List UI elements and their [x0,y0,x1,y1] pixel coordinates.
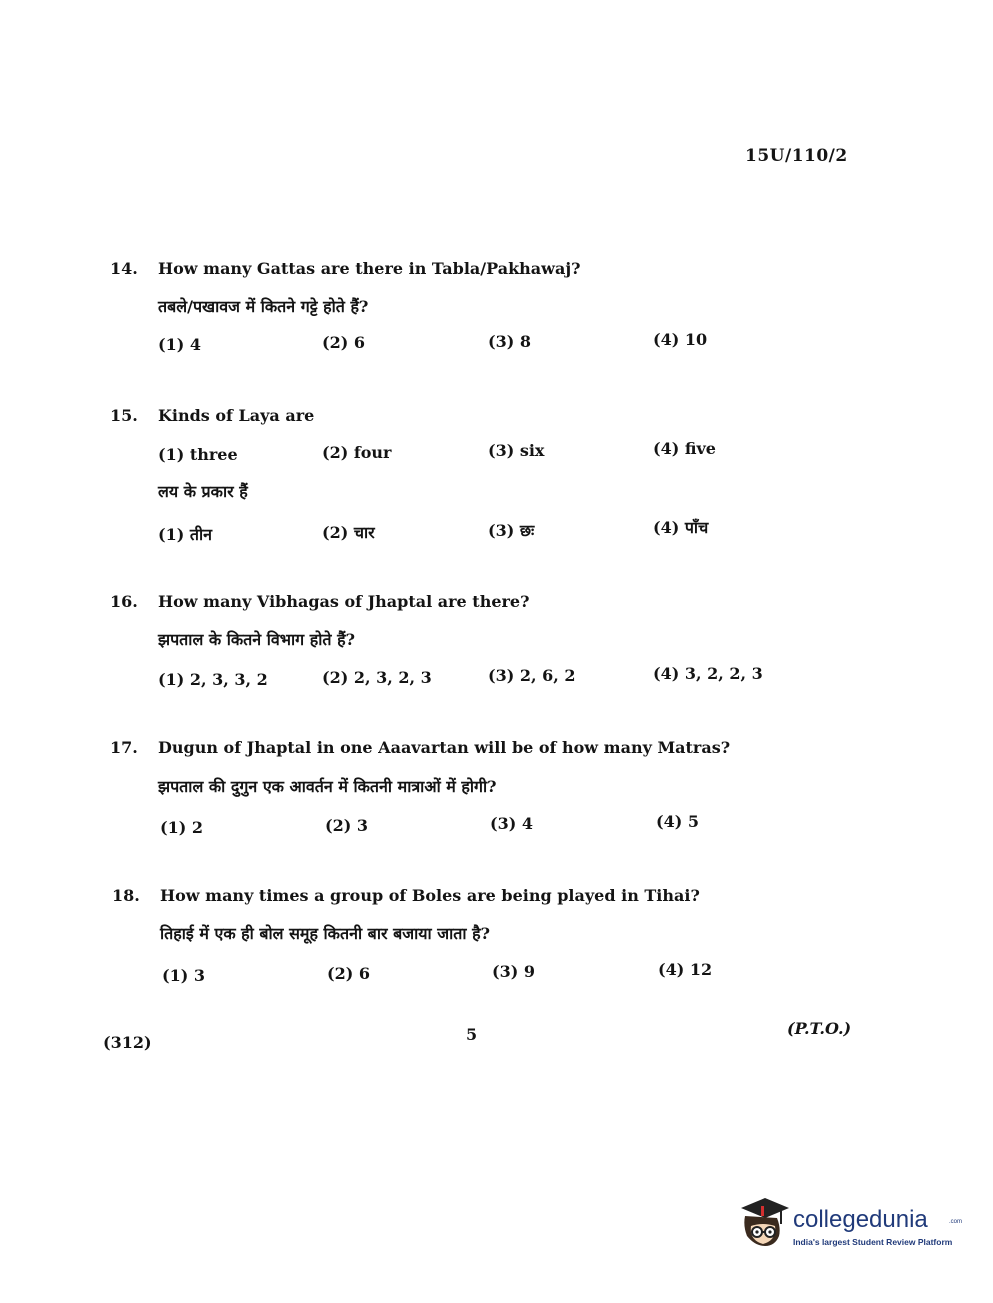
option-1: (1) 2, 3, 3, 2 [158,670,268,689]
option-4: (4) 12 [658,960,713,979]
question-number: 17. [110,738,138,757]
option-1: (1) 4 [158,335,201,354]
question-17 [110,738,830,838]
question-text-english: Kinds of Laya are [158,406,315,425]
option-2: (2) 3 [325,816,368,835]
question-text-hindi: झपताल की दुगुन एक आवर्तन में कितनी मात्राओं में होगी? [158,777,497,796]
option-en-4: (4) five [653,439,716,458]
question-text-english: How many Gattas are there in Tabla/Pakhawaj? [158,259,581,278]
question-text-hindi: तबले/पखावज में कितने गट्टे होते हैं? [158,297,369,316]
option-en-1: (1) three [158,445,238,464]
question-text-english: Dugun of Jhaptal in one Aaavartan will be of how many Matras? [158,738,731,757]
pto-label: (P.T.O.) [787,1019,852,1038]
logo-suffix: .com [949,1219,963,1225]
question-18 [112,886,832,986]
question-text-hindi: लय के प्रकार हैं [158,482,248,501]
option-3: (3) छः [488,521,535,540]
option-1: (1) तीन [158,525,212,544]
paper-code-header: 15U/110/2 [745,146,848,166]
student-mascot-icon [735,1196,791,1256]
question-text-english: How many times a group of Boles are being played in Tihai? [160,886,700,905]
page-number: 5 [466,1025,478,1044]
option-2: (2) 6 [322,333,365,352]
option-en-3: (3) six [488,441,545,460]
option-3: (3) 8 [488,332,531,351]
option-3: (3) 2, 6, 2 [488,666,576,685]
option-2: (2) 2, 3, 2, 3 [322,668,432,687]
option-1: (1) 3 [162,966,205,985]
option-2: (2) 6 [327,964,370,983]
question-text-hindi: तिहाई में एक ही बोल समूह कितनी बार बजाया जाता है? [160,924,490,943]
option-3: (3) 4 [490,814,533,833]
option-3: (3) 9 [492,962,535,981]
option-4: (4) 5 [656,812,699,831]
logo-tagline: India's largest Student Review Platform [793,1237,953,1247]
question-14 [110,259,830,359]
question-number: 14. [110,259,138,278]
option-2: (2) चार [322,523,375,542]
question-15 [110,406,830,546]
question-number: 16. [110,592,138,611]
question-number: 15. [110,406,138,425]
footer-paper-code: (312) [103,1033,152,1052]
collegedunia-logo[interactable] [735,1196,965,1256]
question-16 [110,592,830,692]
question-text-english: How many Vibhagas of Jhaptal are there? [158,592,530,611]
option-4: (4) 3, 2, 2, 3 [653,664,763,683]
option-4: (4) पाँच [653,518,709,537]
option-en-2: (2) four [322,443,392,462]
logo-wordmark: collegedunia [793,1206,928,1233]
question-number: 18. [112,886,140,905]
option-4: (4) 10 [653,330,708,349]
question-text-hindi: झपताल के कितने विभाग होते हैं? [158,630,355,649]
option-1: (1) 2 [160,818,203,837]
